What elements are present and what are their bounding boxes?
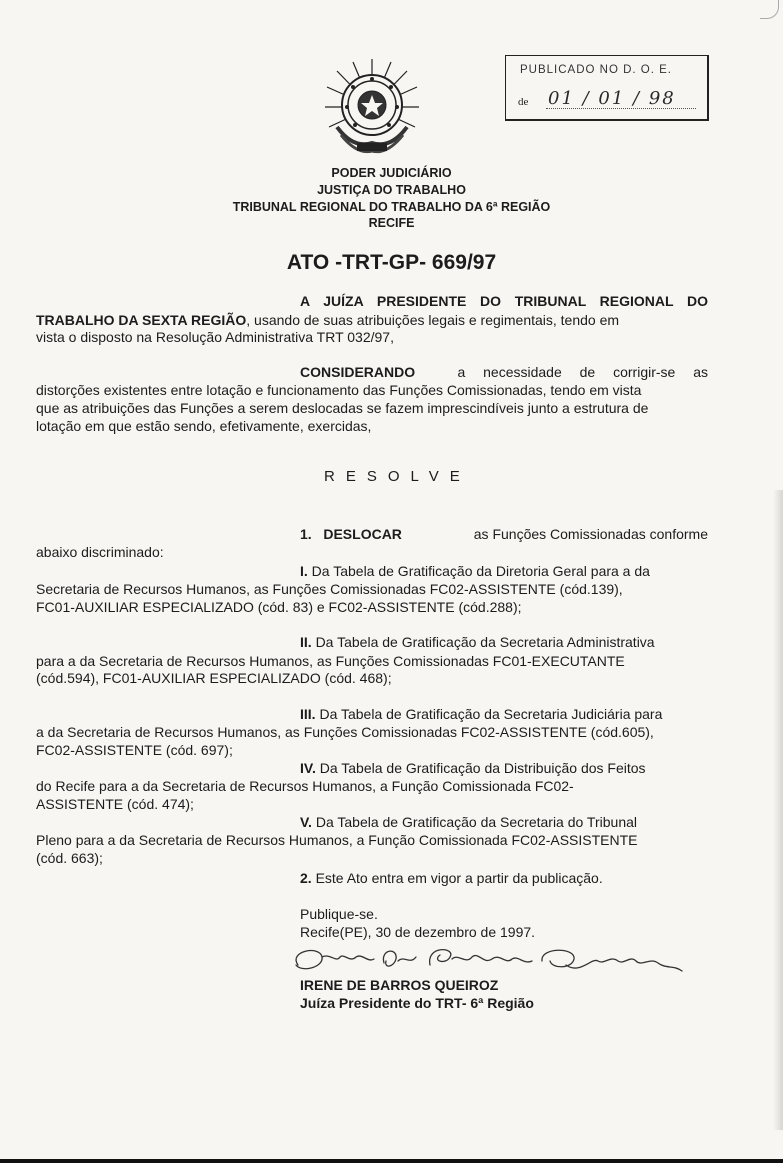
- document-title: ATO -TRT-GP- 669/97: [286, 251, 497, 274]
- item-1-bold: DESLOCAR: [323, 526, 402, 542]
- stamp-dotted-line: [546, 108, 696, 109]
- considerando-bold: CONSIDERANDO: [300, 364, 416, 380]
- header-line-1: PODER JUDICIÁRIO: [331, 166, 452, 180]
- item-v-text: Da Tabela de Gratificação da Secretaria do Tribunal: [315, 814, 637, 830]
- item-v-line-1: [300, 814, 708, 831]
- item-iii-line-1: [300, 706, 708, 723]
- header-line-3: TRIBUNAL REGIONAL DO TRABALHO DA 6ª REGIÃO: [232, 200, 551, 214]
- item-iii-line-3: FC02-ASSISTENTE (cód. 697);: [36, 742, 233, 758]
- signer-name: IRENE DE BARROS QUEIROZ: [300, 977, 499, 993]
- signature-lettering: Irene de Barros Queiroz: [490, 968, 601, 978]
- item-iv-text: Da Tabela de Gratificação da Distribuição dos Feitos: [319, 760, 646, 776]
- item-i-line-1: [300, 563, 708, 580]
- item-ii-line-1: [300, 634, 708, 651]
- scan-bottom-edge: [0, 1159, 783, 1163]
- item-iv-line-1: [300, 760, 708, 777]
- header-line-2: JUSTIÇA DO TRABALHO: [317, 183, 466, 197]
- signer-role: Juíza Presidente do TRT- 6ª Região: [300, 995, 534, 1011]
- preamble-line-2-bold: TRABALHO DA SEXTA REGIÃO: [36, 312, 247, 328]
- preamble-line-1: A JUÍZA PRESIDENTE DO TRIBUNAL REGIONAL DO: [300, 293, 708, 309]
- item-iv-number: IV.: [300, 760, 316, 776]
- item-2-text: Este Ato entra em vigor a partir da publicação.: [315, 870, 603, 886]
- item-iii-number: III.: [300, 706, 316, 722]
- item-1-line-2: abaixo discriminado:: [36, 544, 164, 560]
- item-iii-line-2: a da Secretaria de Recursos Humanos, as Funções Comissionadas FC02-ASSISTENTE (cód.605),: [36, 724, 654, 740]
- coat-of-arms-emblem: [323, 57, 421, 161]
- item-ii-text: Da Tabela de Gratificação da Secretaria Administrativa: [315, 634, 655, 650]
- header-line-4: RECIFE: [368, 216, 415, 230]
- item-iv-line-3: ASSISTENTE (cód. 474);: [36, 796, 194, 812]
- resolve-heading: RESOLVE: [324, 468, 471, 485]
- page-corner-mark: [760, 0, 779, 19]
- preamble-line-2: [36, 312, 619, 329]
- considerando-line-2: distorções existentes entre lotação e funcionamento das Funções Comissionadas, tendo em vista: [36, 382, 642, 398]
- item-1-line-1: [300, 526, 708, 543]
- item-1-number: 1.: [300, 526, 312, 542]
- considerando-rest: a necessidade de corrigir-se as: [457, 364, 708, 380]
- considerando-line-1: [300, 364, 708, 381]
- item-iii-text: Da Tabela de Gratificação da Secretaria Judiciária para: [319, 706, 663, 722]
- preamble-line-3: vista o disposto na Resolução Administrativa TRT 032/97,: [36, 329, 394, 345]
- item-v-line-3: (cód. 663);: [36, 850, 103, 866]
- preamble-line-2-rest: , usando de suas atribuições legais e regimentais, tendo em: [246, 312, 620, 328]
- item-1-rest: as Funções Comissionadas conforme: [473, 526, 708, 542]
- item-ii-number: II.: [300, 634, 312, 650]
- item-ii-line-2: para a da Secretaria de Recursos Humanos, as Funções Comissionadas FC01-EXECUTANTE: [36, 653, 625, 669]
- item-v-number: V.: [300, 814, 312, 830]
- stamp-de: de: [518, 96, 529, 108]
- item-i-number: I.: [300, 563, 308, 579]
- item-2-number: 2.: [300, 870, 312, 886]
- item-ii-line-3: (cód.594), FC01-AUXILIAR ESPECIALIZADO (cód. 468);: [36, 670, 392, 686]
- stamp-label: PUBLICADO NO D. O. E.: [520, 64, 672, 76]
- item-i-line-3: FC01-AUXILIAR ESPECIALIZADO (cód. 83) e FC02-ASSISTENTE (cód.288);: [36, 599, 522, 615]
- publication-stamp: [505, 55, 709, 121]
- item-iv-line-2: do Recife para a da Secretaria de Recursos Humanos, a Função Comissionada FC02-: [36, 778, 574, 794]
- page-fold-shadow: [773, 490, 783, 1130]
- item-i-text: Da Tabela de Gratificação da Diretoria Geral para a da: [311, 563, 650, 579]
- stamp-date: 01 / 01 / 98: [548, 88, 676, 109]
- publique-se: Publique-se.: [300, 906, 378, 922]
- item-2: [300, 870, 603, 887]
- considerando-line-3: que as atribuições das Funções a serem deslocadas se fazem imprescindíveis junto a estrutura de: [36, 400, 649, 416]
- considerando-line-4: lotação em que estão sendo, efetivamente, exercidas,: [36, 418, 372, 434]
- item-v-line-2: Pleno para a da Secretaria de Recursos Humanos, a Função Comissionada FC02-ASSISTENTE: [36, 832, 638, 848]
- place-and-date: Recife(PE), 30 de dezembro de 1997.: [300, 924, 536, 940]
- item-i-line-2: Secretaria de Recursos Humanos, as Funções Comissionadas FC02-ASSISTENTE (cód.139),: [36, 581, 623, 597]
